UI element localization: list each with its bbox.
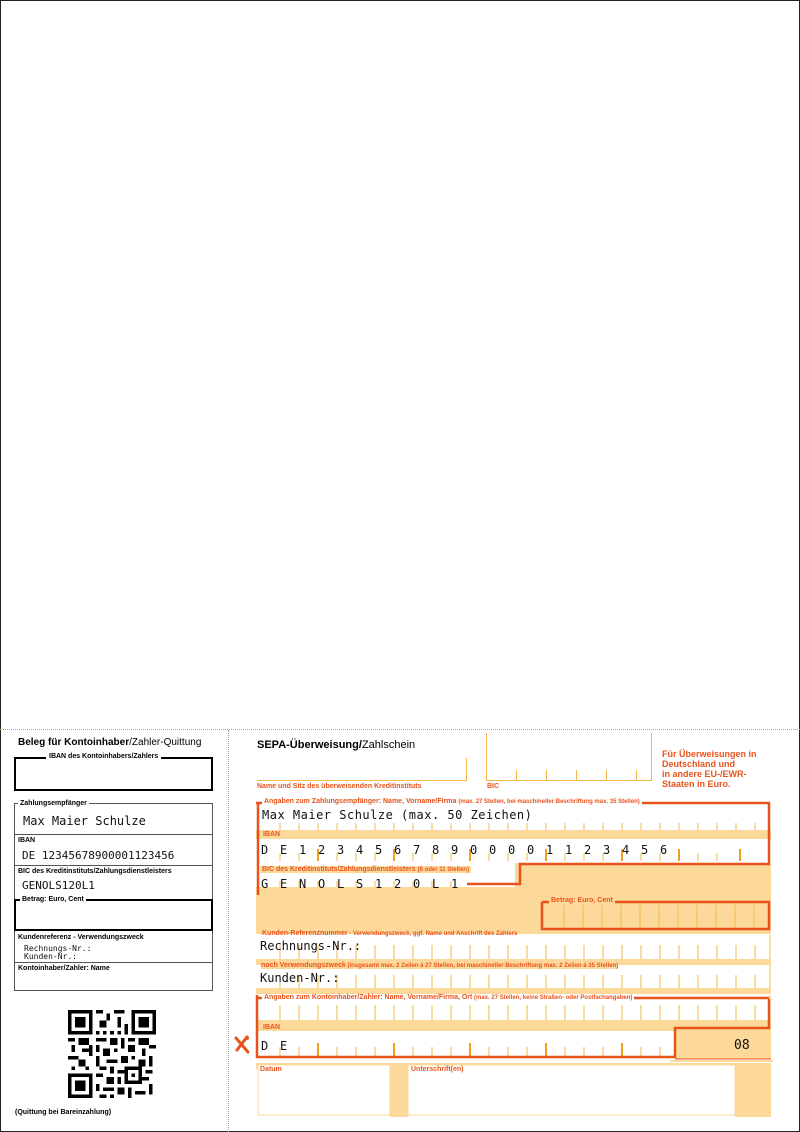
form-title-bold: SEPA-Überweisung/ [257,739,362,751]
recipient-hint: (max. 27 Stellen, bei maschineller Beschriftung max. 35 Stellen) [458,799,640,805]
bic-field-tick [486,733,487,780]
recipient-label: Angaben zum Zahlungsempfänger: Name, Vorname/Firma [264,798,457,805]
receipt-title-bold: Beleg für Kontoinhaber [18,737,130,748]
bic-label-group [260,866,471,873]
bic-hint: (8 oder 11 Stellen) [417,867,469,873]
receipt-reference-line2[interactable]: Kunden-Nr.: [24,952,77,961]
form-code: 08 [734,1038,750,1053]
receipt-reference-line1[interactable]: Rechnungs-Nr.: [24,944,92,953]
char-cell: 3 [337,843,345,857]
char-cell: 0 [489,843,497,857]
receipt-divider [14,865,213,866]
yellow-bar [735,1069,771,1117]
form-title [257,739,415,751]
recipient-label-group [262,798,642,805]
receipt-cash-note: (Quittung bei Bareinzahlung) [15,1109,112,1116]
char-cell: 1 [375,877,383,891]
char-cell: 7 [413,843,421,857]
yellow-bar [256,830,771,839]
bic-cell-tick [636,770,637,780]
receipt-amount-box[interactable] [14,899,213,931]
char-cell: E [280,877,288,891]
char-cell: 9 [451,843,459,857]
char-cell: 4 [622,843,630,857]
receipt-bic-value[interactable]: GENOLS120L1 [22,879,95,892]
char-cell: E [280,1039,288,1053]
iban-label: IBAN [263,831,281,838]
char-cell: 5 [641,843,649,857]
holder-field[interactable] [258,1002,768,1020]
char-cell: L [432,877,440,891]
receipt-bic-label: BIC des Kreditinstituts/Zahlungsdienstleisters [18,868,172,875]
payer-iban-group-ticks [318,1043,622,1057]
reference-label: Kunden-Referenznummer [262,930,348,937]
purpose2-label: noch Verwendungszweck [261,962,346,969]
purpose2-value[interactable]: Kunden-Nr.: [260,971,340,985]
bic-top-label: BIC [487,783,500,790]
char-cell: 1 [565,843,573,857]
yellow-bar [675,1031,771,1059]
char-cell: 0 [508,843,516,857]
char-cell: E [280,843,288,857]
qr-code-icon [68,1010,156,1098]
holder-label-group [262,994,634,1001]
holder-label: Angaben zum Kontoinhaber/Zahler: Name, Vorname/Firma, Ort [264,994,473,1001]
char-cell: 4 [356,843,364,857]
form-info-line: in andere EU-/EWR- [662,769,747,779]
char-cell: 8 [432,843,440,857]
char-cell: 2 [318,843,326,857]
form-info-text [662,749,757,789]
amount-label: Betrag: Euro, Cent [551,897,613,904]
receipt-perforation [228,730,229,1132]
char-cell: D [261,843,269,857]
form-info-line: Für Überweisungen in [662,749,757,759]
receipt-divider [14,962,213,963]
receipt-holder-label: Kontoinhaber/Zahler: Name [18,965,110,972]
receipt-iban-holder-box[interactable] [14,757,213,791]
purpose2-hint: (insgesamt max. 2 Zeilen à 27 Stellen, bei maschineller Beschriftung max. 2 Zeilen à 35 Stellen) [345,963,619,969]
form-info-line: Deutschland und [662,759,736,769]
bic-top-field-line[interactable] [486,780,652,781]
char-cell: 0 [413,877,421,891]
receipt-iban-value[interactable]: DE 12345678900001123456 [22,849,175,862]
receipt-recipient-label: Zahlungsempfänger [20,800,87,807]
char-cell: L [337,877,345,891]
bic-cell-tick [606,770,607,780]
char-cell: O [318,877,326,891]
char-cell: 2 [584,843,592,857]
char-cell: 6 [660,843,668,857]
perforation-line [0,729,800,730]
signature-label: Unterschrift(en) [411,1066,464,1073]
receipt-iban-label: IBAN [18,837,36,844]
receipt-recipient-value[interactable]: Max Maier Schulze [23,814,146,828]
holder-hint: (max. 27 Stellen, keine Straßen- oder Postfachangaben) [472,995,633,1001]
bank-field-tick [466,758,467,780]
reference-value[interactable]: Rechnungs-Nr.: [260,939,362,953]
amount-field[interactable] [545,902,769,928]
form-title-rest: Zahlschein [361,739,416,751]
char-cell: 1 [546,843,554,857]
reference-hint: - Verwendungszweck, ggf. Name und Anschrift des Zahlers [347,931,518,937]
date-label: Datum [260,1066,282,1073]
bic-cell-tick [516,770,517,780]
recipient-ticks [280,823,755,830]
char-cell: N [299,877,307,891]
bic-label: BIC des Kreditinstituts/Zahlungsdienstleisters [262,866,416,873]
bank-field-line[interactable] [257,780,467,781]
char-cell: D [261,1039,269,1053]
cross-marker-icon [233,1035,251,1055]
receipt-amount-label: Betrag: Euro, Cent [22,896,84,903]
iban-ticks [280,853,717,861]
char-cell: 1 [451,877,459,891]
char-cell: S [356,877,364,891]
char-cell: 3 [603,843,611,857]
payer-iban-label: IBAN [263,1024,281,1031]
yellow-bar [390,1069,408,1117]
purpose2-label-group [261,962,618,969]
bic-field-tick [651,733,652,780]
yellow-bar [256,1020,771,1031]
form-info-line: Staaten in Euro. [662,779,731,789]
receipt-title [18,737,201,748]
receipt-iban-holder-label: IBAN des Kontoinhabers/Zahlers [46,753,161,760]
char-cell: 6 [394,843,402,857]
receipt-divider [14,834,213,835]
recipient-value[interactable]: Max Maier Schulze (max. 50 Zeichen) [262,808,533,822]
char-cell: 1 [299,843,307,857]
char-cell: 2 [394,877,402,891]
bic-cell-tick [546,770,547,780]
receipt-title-rest: /Zahler-Quittung [129,737,202,748]
char-cell: 0 [527,843,535,857]
char-cell: 5 [375,843,383,857]
char-cell: 0 [470,843,478,857]
bank-label: Name und Sitz des überweisenden Kreditinstituts [257,783,422,790]
bic-cell-tick [576,770,577,780]
char-cell: G [261,877,269,891]
receipt-reference-label: Kundenreferenz - Verwendungszweck [18,934,144,941]
reference-label-group [262,930,517,937]
